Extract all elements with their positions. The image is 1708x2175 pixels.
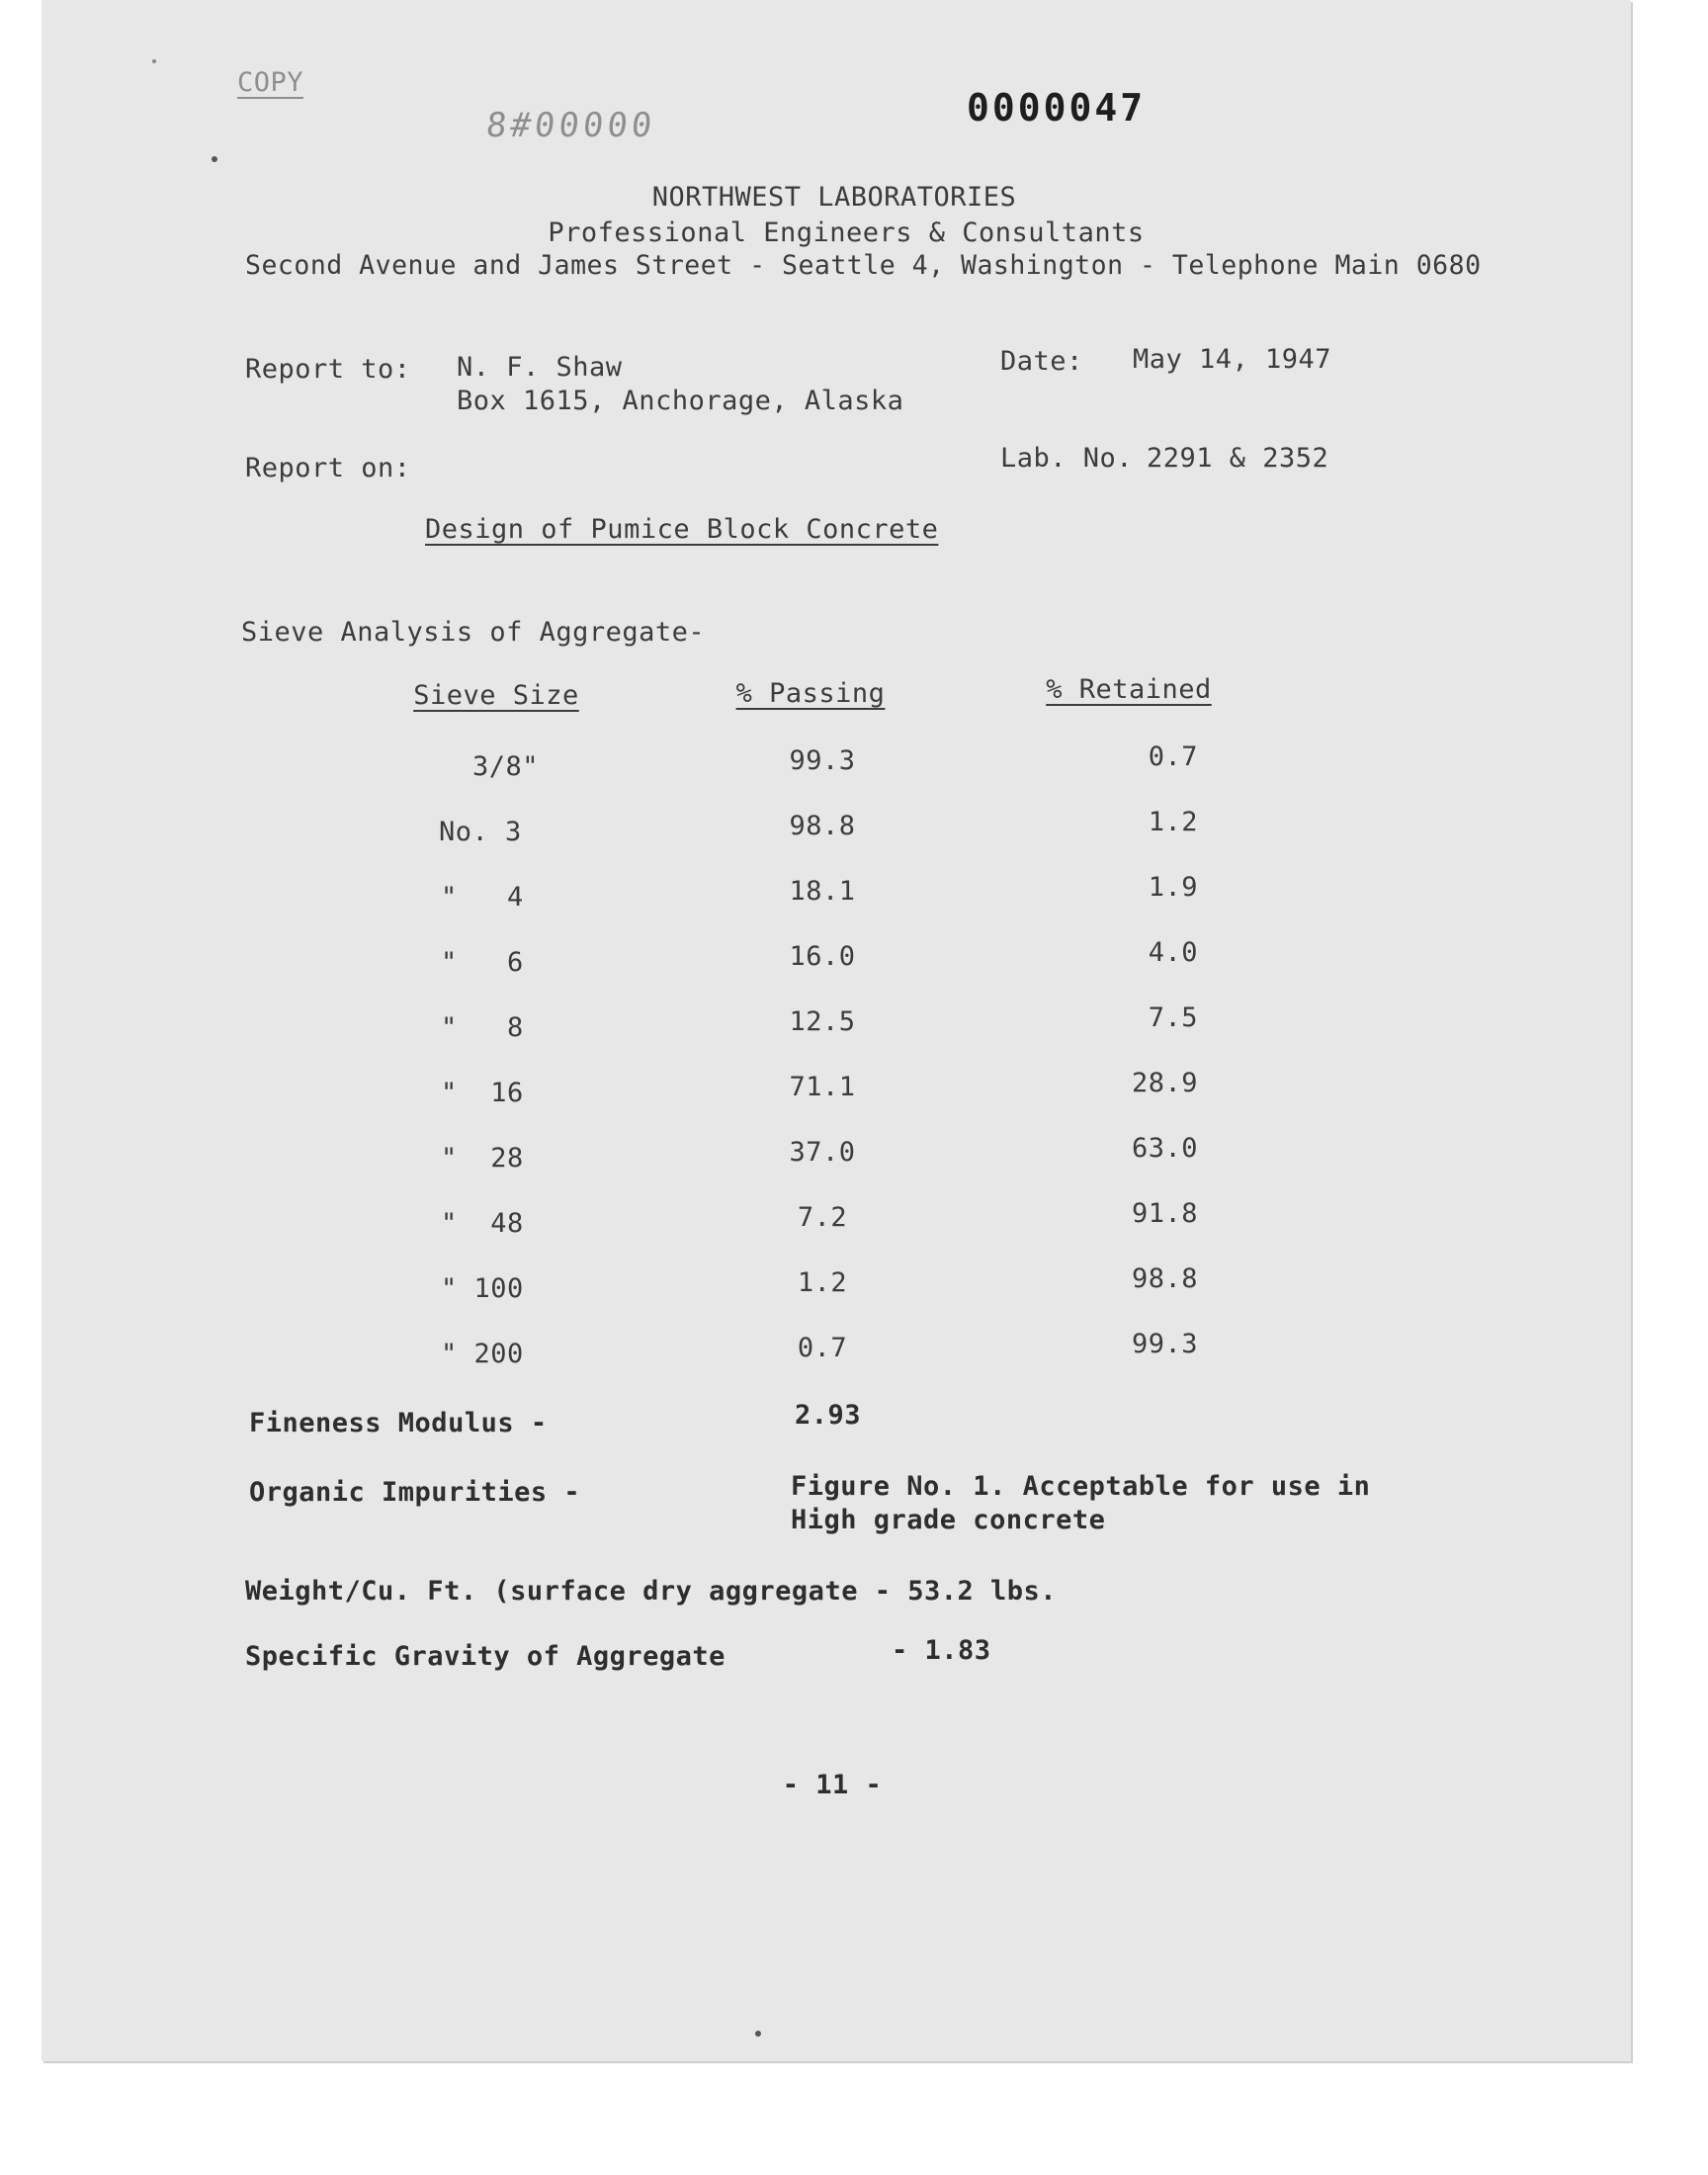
retained-cell: 7.5	[1148, 1002, 1198, 1033]
company-address: Second Avenue and James Street - Seattle 4, Washington - Telephone Main 0680	[245, 250, 1482, 281]
retained-cell: 91.8	[1131, 1198, 1198, 1229]
passing-cell: 0.7	[797, 1333, 848, 1363]
column-header-sieve-size: Sieve Size	[413, 680, 579, 711]
sieve-size-cell: " 4	[441, 882, 524, 913]
weight-per-cubic-foot: Weight/Cu. Ft. (surface dry aggregate - 53.2 lbs.	[245, 1576, 1058, 1607]
sieve-size-cell: " 200	[441, 1339, 524, 1369]
column-header-passing: % Passing	[735, 678, 886, 709]
document-number: 0000047	[967, 86, 1147, 130]
paper-speck	[152, 59, 156, 63]
sieve-size-cell: " 8	[441, 1012, 524, 1043]
sieve-size-cell: " 28	[441, 1143, 524, 1174]
report-subject: Design of Pumice Block Concrete	[425, 514, 939, 545]
report-to-label: Report to:	[245, 354, 411, 385]
sieve-size-cell: 3/8"	[472, 751, 540, 782]
passing-cell: 12.5	[789, 1006, 856, 1037]
retained-cell: 4.0	[1148, 937, 1198, 968]
faint-stamp-number: 8#00000	[483, 106, 658, 145]
fineness-modulus-value: 2.93	[795, 1400, 862, 1431]
page-number: - 11 -	[782, 1770, 883, 1800]
column-header-retained: % Retained	[1046, 674, 1212, 705]
retained-cell: 1.2	[1148, 807, 1198, 837]
fineness-modulus-label: Fineness Modulus -	[249, 1408, 548, 1438]
sieve-size-cell: " 16	[441, 1078, 524, 1108]
document-page	[42, 0, 1631, 2061]
retained-cell: 99.3	[1131, 1329, 1198, 1359]
passing-cell: 71.1	[789, 1072, 856, 1102]
retained-cell: 28.9	[1131, 1068, 1198, 1098]
organic-impurities-value-line2: High grade concrete	[791, 1505, 1106, 1535]
sieve-size-cell: " 100	[441, 1273, 524, 1304]
paper-speck	[212, 156, 217, 162]
passing-cell: 37.0	[789, 1137, 856, 1168]
report-to-address: Box 1615, Anchorage, Alaska	[457, 386, 904, 416]
report-to-name: N. F. Shaw	[457, 352, 623, 383]
organic-impurities-value-line1: Figure No. 1. Acceptable for use in	[791, 1471, 1371, 1502]
sieve-analysis-heading: Sieve Analysis of Aggregate-	[241, 617, 706, 648]
paper-speck	[755, 2031, 761, 2037]
report-on-label: Report on:	[245, 453, 411, 483]
specific-gravity-label: Specific Gravity of Aggregate	[245, 1641, 726, 1672]
retained-cell: 63.0	[1131, 1133, 1198, 1164]
passing-cell: 7.2	[797, 1202, 848, 1233]
passing-cell: 18.1	[789, 876, 856, 907]
company-name: NORTHWEST LABORATORIES	[651, 182, 1017, 213]
date-value: May 14, 1947	[1133, 344, 1332, 375]
passing-cell: 16.0	[789, 941, 856, 972]
sieve-size-cell: No. 3	[439, 817, 522, 847]
organic-impurities-label: Organic Impurities -	[249, 1477, 581, 1508]
passing-cell: 99.3	[789, 745, 856, 776]
company-tagline: Professional Engineers & Consultants	[548, 218, 1145, 248]
lab-number-value: 2291 & 2352	[1147, 443, 1329, 474]
retained-cell: 0.7	[1148, 741, 1198, 772]
lab-number-label: Lab. No.	[1000, 443, 1134, 474]
specific-gravity-value: - 1.83	[892, 1635, 991, 1666]
sieve-size-cell: " 48	[441, 1208, 524, 1239]
copy-label: COPY	[237, 67, 304, 98]
passing-cell: 98.8	[789, 811, 856, 841]
retained-cell: 1.9	[1148, 872, 1198, 903]
date-label: Date:	[1000, 346, 1083, 377]
sieve-size-cell: " 6	[441, 947, 524, 978]
retained-cell: 98.8	[1131, 1263, 1198, 1294]
passing-cell: 1.2	[797, 1267, 848, 1298]
